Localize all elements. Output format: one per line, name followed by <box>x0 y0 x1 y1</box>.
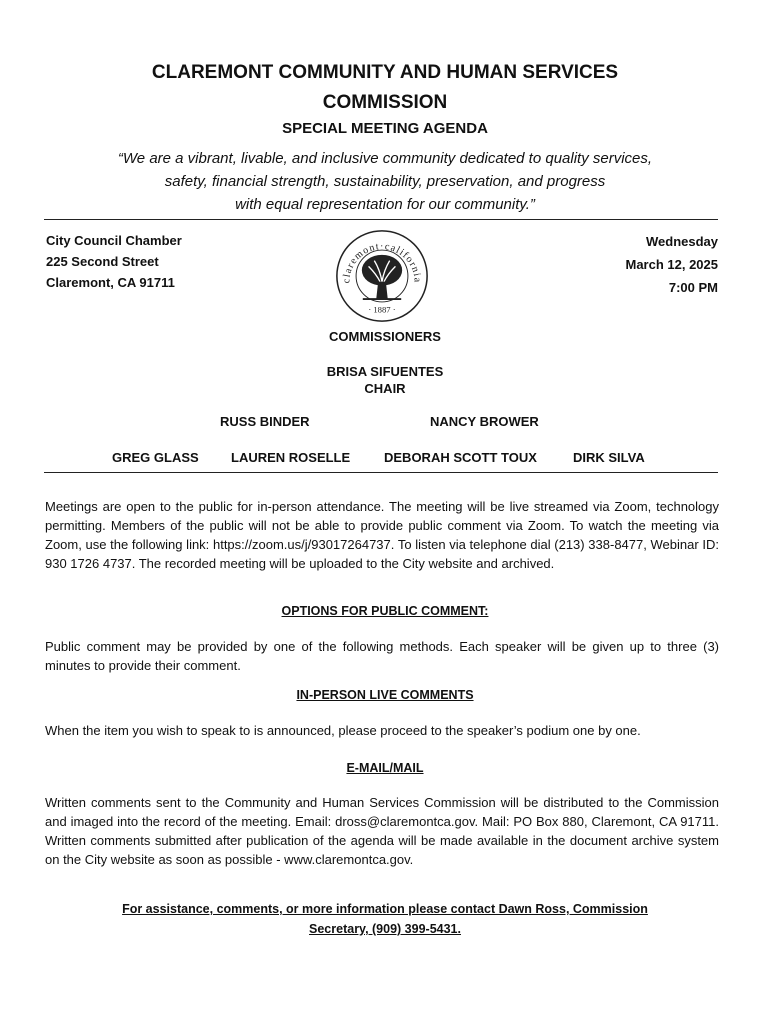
commissioner-name: GREG GLASS <box>112 450 199 465</box>
svg-text:claremont·california: claremont·california <box>341 241 423 284</box>
email-mail-heading: E-MAIL/MAIL <box>346 761 424 775</box>
page-title <box>0 58 770 118</box>
commissioner-name: RUSS BINDER <box>220 414 310 429</box>
tree-icon <box>362 255 402 299</box>
location-line-3: Claremont, CA 91711 <box>46 275 175 290</box>
chair-title: CHAIR <box>364 381 406 396</box>
options-heading: OPTIONS FOR PUBLIC COMMENT: <box>281 604 489 618</box>
vision-line-1: “We are a vibrant, livable, and inclusive community dedicated to quality services, <box>117 150 653 167</box>
location-line-2: 225 Second Street <box>46 254 159 269</box>
chair-block <box>0 363 770 397</box>
meeting-schedule <box>625 230 718 299</box>
intro-paragraph: Meetings are open to the public for in-person attendance. The meeting will be live streamed via Zoom, technology permitting. Members of the public will not be able to provide public comment via Zoom. To watch the meeting via Zoom, use the following link: https://zoom.us/j/93017264737. To listen via telephone dial (213) 338-8477, Webinar ID: 930 1726 4737. The recorded meeting will be uploaded to the City website and archived. <box>45 499 719 571</box>
contact-line-1: For assistance, comments, or more information please contact Dawn Ross, Commission <box>122 902 648 916</box>
title-line-1: CLAREMONT COMMUNITY AND HUMAN SERVICES <box>151 62 619 83</box>
in-person-paragraph: When the item you wish to speak to is announced, please proceed to the speaker’s podium one by one. <box>45 723 641 738</box>
vision-line-3: with equal representation for our community.” <box>235 196 535 213</box>
middle-divider <box>44 472 718 473</box>
options-paragraph: Public comment may be provided by one of the following methods. Each speaker will be given up to three (3) minutes to provide their comment. <box>45 639 719 673</box>
in-person-heading: IN-PERSON LIVE COMMENTS <box>296 688 474 702</box>
commissioner-name: DIRK SILVA <box>573 450 645 465</box>
commissioner-name: LAUREN ROSELLE <box>231 450 351 465</box>
contact-line-2: Secretary, (909) 399-5431. <box>309 922 461 936</box>
commissioner-name: NANCY BROWER <box>430 414 539 429</box>
contact-information <box>80 899 690 939</box>
chair-name: BRISA SIFUENTES <box>326 364 444 379</box>
vision-line-2: safety, financial strength, sustainability, preservation, and progress <box>164 173 606 190</box>
location-line-1: City Council Chamber <box>46 233 182 248</box>
title-line-2: COMMISSION <box>322 92 448 113</box>
commissioners-heading: COMMISSIONERS <box>329 329 441 344</box>
seal-year: · 1887 · <box>368 304 396 315</box>
agenda-subtitle: SPECIAL MEETING AGENDA <box>282 120 488 137</box>
city-seal-icon <box>334 228 430 324</box>
meeting-date: March 12, 2025 <box>625 257 718 272</box>
email-mail-paragraph: Written comments sent to the Community and Human Services Commission will be distributed to the Commission and imaged into the record of the meeting. Email: dross@claremontca.gov. Mail: PO Box 880, Claremont, CA 91711. Written comments submitted after publication of the agenda will be made available in the document archive system on the City website as soon as possible - www.claremontca.gov. <box>45 795 719 867</box>
meeting-day: Wednesday <box>645 234 718 249</box>
vision-statement <box>70 147 700 216</box>
meeting-time: 7:00 PM <box>668 280 718 295</box>
commissioner-name: DEBORAH SCOTT TOUX <box>384 450 537 465</box>
top-divider <box>44 219 718 220</box>
meeting-location <box>46 230 182 293</box>
